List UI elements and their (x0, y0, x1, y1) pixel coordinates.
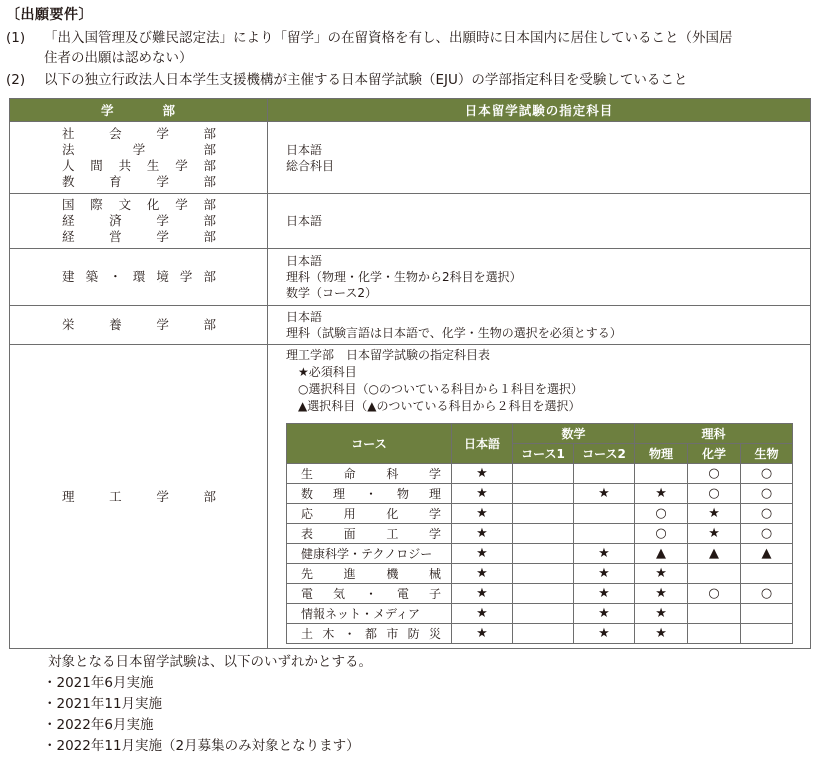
mark-physics: ★ (635, 484, 688, 504)
char: 経 (62, 213, 75, 228)
char: 学 (156, 488, 169, 504)
header-subjects: 日本留学試験の指定科目 (268, 99, 811, 122)
header-faculty-char: 学 (100, 103, 115, 118)
eju-subjects-table (9, 98, 811, 649)
char: 学 (175, 157, 188, 173)
course-name (287, 524, 452, 544)
char: 部 (203, 269, 216, 284)
mark-physics: ○ (635, 504, 688, 524)
mark-math-course1 (513, 464, 574, 484)
mark-physics: ○ (635, 524, 688, 544)
faculty-name (62, 158, 216, 174)
mark-chemistry (688, 564, 741, 584)
faculty-cell (62, 126, 216, 190)
course-row (287, 484, 793, 504)
footer-note (43, 652, 372, 757)
char: 部 (203, 317, 216, 332)
char: 部 (203, 213, 216, 228)
char: 理 (428, 486, 441, 501)
char: 築 (85, 269, 99, 284)
course-row (287, 624, 793, 644)
faculty-name (62, 489, 216, 505)
char: 学 (156, 229, 169, 244)
char: 学 (179, 269, 193, 284)
char: 間 (90, 157, 103, 173)
char: 機 (386, 566, 399, 581)
header-math-course2: コース2 (574, 444, 635, 464)
char: 子 (428, 586, 441, 601)
char: 械 (428, 566, 441, 581)
char: 情報ネット・メディア (301, 606, 421, 621)
char: 社 (62, 125, 75, 141)
char: 境 (156, 269, 169, 284)
char: 学 (156, 213, 169, 228)
char: 応 (301, 506, 314, 521)
mark-biology: ○ (741, 584, 793, 604)
table-header-row (10, 99, 811, 122)
mark-biology (741, 604, 793, 624)
mark-math-course1 (513, 584, 574, 604)
course-name (287, 544, 452, 564)
char: 命 (343, 466, 356, 481)
rikou-title: 理工学部 日本留学試験の指定科目表 (286, 348, 491, 362)
mark-biology: ▲ (741, 544, 793, 564)
char: 学 (156, 125, 169, 141)
char: 環 (132, 269, 146, 284)
mark-math-course2 (574, 504, 635, 524)
subject-name: 総合科目 (286, 158, 335, 173)
mark-math-course1 (513, 564, 574, 584)
mark-physics: ★ (635, 604, 688, 624)
requirement-text-cont: 住者の出願は認めない） (44, 50, 193, 66)
rikou-subject-cell (268, 345, 811, 649)
char: 物 (396, 486, 409, 501)
course-name (287, 504, 452, 524)
faculty-name (62, 126, 216, 142)
mark-japanese: ★ (452, 464, 513, 484)
mark-math-course1 (513, 544, 574, 564)
course-row (287, 524, 793, 544)
subject-name: 理科（物理・化学・生物から2科目を選択） (286, 270, 522, 284)
course-name (287, 484, 452, 504)
header-faculty-char: 部 (162, 103, 177, 118)
subject-cell (268, 249, 811, 306)
mark-japanese: ★ (452, 544, 513, 564)
mark-math-course2: ★ (574, 624, 635, 644)
char: 共 (118, 157, 132, 173)
char: 経 (62, 229, 75, 244)
char: 用 (343, 506, 356, 521)
faculty-name (62, 197, 216, 213)
char: 化 (386, 506, 399, 521)
faculty-cell (62, 317, 216, 333)
char: 済 (109, 213, 122, 228)
char: 部 (203, 141, 216, 157)
mark-biology: ○ (741, 464, 793, 484)
char: 部 (203, 173, 216, 189)
char: 栄 (62, 317, 75, 332)
char: 学 (132, 141, 146, 157)
faculty-name (62, 229, 216, 245)
course-row (287, 604, 793, 624)
subject-name: 理科（試験言語は日本語で、化学・生物の選択を必須とする） (286, 326, 622, 340)
header-science: 理科 (635, 424, 793, 444)
faculty-name (62, 213, 216, 229)
legend-choose-two: ▲選択科目（▲のついている科目から２科目を選択） (298, 399, 581, 413)
char: 生 (301, 466, 314, 481)
exam-date-item: ・2022年11月実施（2月募集のみ対象となります） (43, 738, 360, 754)
faculty-name (62, 317, 216, 333)
char: 木 (322, 626, 335, 641)
char: ・ (364, 586, 377, 601)
char: 面 (343, 526, 356, 541)
mark-math-course2 (574, 464, 635, 484)
mark-math-course2: ★ (574, 564, 635, 584)
course-name (287, 464, 452, 484)
char: 教 (62, 173, 75, 189)
char: 法 (62, 141, 75, 157)
requirement-text: 「出入国管理及び難民認定法」により「留学」の在留資格を有し、出願時に日本国内に居住していること（外国居 (44, 30, 733, 46)
char: 学 (428, 526, 441, 541)
mark-physics: ★ (635, 624, 688, 644)
mark-math-course2: ★ (574, 604, 635, 624)
mark-math-course2: ★ (574, 484, 635, 504)
header-biology: 生物 (741, 444, 793, 464)
mark-chemistry (688, 604, 741, 624)
char: 学 (175, 197, 188, 212)
mark-japanese: ★ (452, 584, 513, 604)
faculty-cell (62, 269, 216, 285)
char: 学 (156, 317, 169, 332)
char: 人 (62, 157, 75, 173)
rikou-course-table (286, 423, 793, 644)
mark-math-course2: ★ (574, 544, 635, 564)
mark-chemistry: ★ (688, 504, 741, 524)
subject-name: 日本語 (286, 310, 323, 324)
requirement-1 (6, 28, 733, 68)
char: 工 (109, 488, 122, 504)
subject-name: 数学（コース2） (286, 286, 378, 300)
char: 市 (386, 626, 399, 641)
char: 土 (301, 626, 314, 641)
faculty-cell-rikou (62, 489, 216, 505)
char: 部 (203, 229, 216, 244)
mark-chemistry: ○ (688, 464, 741, 484)
requirement-number: (2) (6, 72, 26, 88)
char: ・ (343, 626, 356, 641)
char: 健康科学・テクノロジー (301, 546, 433, 561)
course-name (287, 564, 452, 584)
mark-biology: ○ (741, 504, 793, 524)
char: 災 (428, 626, 441, 641)
mark-math-course1 (513, 604, 574, 624)
mark-chemistry: ▲ (688, 544, 741, 564)
char: ・ (364, 486, 377, 501)
char: 都 (364, 626, 377, 641)
mark-math-course1 (513, 484, 574, 504)
mark-biology (741, 624, 793, 644)
mark-chemistry: ★ (688, 524, 741, 544)
mark-japanese: ★ (452, 484, 513, 504)
char: 工 (386, 526, 399, 541)
course-row (287, 544, 793, 564)
char: 部 (203, 488, 216, 504)
mark-physics (635, 464, 688, 484)
mark-biology (741, 564, 793, 584)
char: 科 (386, 466, 399, 481)
char: 育 (109, 173, 122, 189)
char: 学 (156, 173, 169, 189)
course-row (287, 504, 793, 524)
mark-physics: ★ (635, 564, 688, 584)
requirement-2 (6, 70, 687, 90)
char: 電 (301, 586, 314, 601)
char: 進 (343, 566, 356, 581)
exam-date-item: ・2021年6月実施 (43, 675, 154, 691)
char: 学 (428, 506, 441, 521)
mark-japanese: ★ (452, 624, 513, 644)
header-physics: 物理 (635, 444, 688, 464)
char: ・ (109, 269, 122, 284)
char: 際 (90, 197, 103, 212)
mark-japanese: ★ (452, 564, 513, 584)
mark-math-course2 (574, 524, 635, 544)
header-chemistry: 化学 (688, 444, 741, 464)
char: 理 (62, 488, 75, 504)
mark-japanese: ★ (452, 524, 513, 544)
footer-intro: 対象となる日本留学試験は、以下のいずれかとする。 (48, 654, 372, 670)
char: 表 (301, 526, 314, 541)
mark-chemistry: ○ (688, 584, 741, 604)
header-math: 数学 (513, 424, 635, 444)
char: 国 (62, 197, 75, 212)
header-course: コース (287, 424, 452, 464)
exam-date-item: ・2022年6月実施 (43, 717, 154, 733)
char: 数 (301, 486, 314, 501)
requirement-text: 以下の独立行政法人日本学生支援機構が主催する日本留学試験（EJU）の学部指定科目を受験していること (44, 72, 688, 88)
char: 部 (203, 157, 216, 173)
char: 部 (203, 197, 216, 212)
legend-choose-one: ○選択科目（○のついている科目から１科目を選択） (298, 382, 583, 396)
mark-biology: ○ (741, 524, 793, 544)
header-math-course1: コース1 (513, 444, 574, 464)
subject-name: 日本語 (286, 254, 323, 268)
mark-math-course1 (513, 624, 574, 644)
mark-math-course1 (513, 504, 574, 524)
course-row (287, 464, 793, 484)
char: 先 (301, 566, 314, 581)
subject-cell (268, 306, 811, 345)
char: 化 (146, 197, 160, 212)
mark-japanese: ★ (452, 504, 513, 524)
mark-physics: ★ (635, 584, 688, 604)
char: 理 (332, 486, 345, 501)
course-row (287, 564, 793, 584)
header-japanese: 日本語 (452, 424, 513, 464)
mark-math-course1 (513, 524, 574, 544)
heading: 〔出願要件〕 (6, 7, 93, 23)
subject-cell (268, 194, 811, 249)
faculty-name (62, 174, 216, 190)
faculty-name (62, 142, 216, 158)
mark-math-course2: ★ (574, 584, 635, 604)
char: 会 (109, 125, 122, 141)
faculty-name (62, 269, 216, 285)
mark-chemistry: ○ (688, 484, 741, 504)
course-row (287, 584, 793, 604)
legend-required: ★必須科目 (298, 365, 357, 379)
char: 学 (428, 466, 441, 481)
char: 営 (109, 229, 122, 244)
mark-japanese: ★ (452, 604, 513, 624)
char: 生 (146, 157, 160, 173)
requirement-number: (1) (6, 30, 26, 46)
subject-name: 日本語 (286, 142, 323, 157)
subject-name: 日本語 (286, 214, 323, 228)
char: 防 (407, 626, 420, 641)
char: 電 (396, 586, 409, 601)
header-faculty (10, 99, 268, 122)
subject-cell (268, 122, 811, 194)
mark-chemistry (688, 624, 741, 644)
exam-date-item: ・2021年11月実施 (43, 696, 163, 712)
char: 養 (109, 317, 122, 332)
mark-biology: ○ (741, 484, 793, 504)
char: 文 (118, 197, 132, 212)
course-name (287, 624, 452, 644)
char: 建 (62, 269, 75, 284)
char: 部 (203, 125, 216, 141)
faculty-cell (62, 197, 216, 245)
course-name (287, 604, 452, 624)
mark-physics: ▲ (635, 544, 688, 564)
char: 気 (332, 586, 345, 601)
course-name (287, 584, 452, 604)
